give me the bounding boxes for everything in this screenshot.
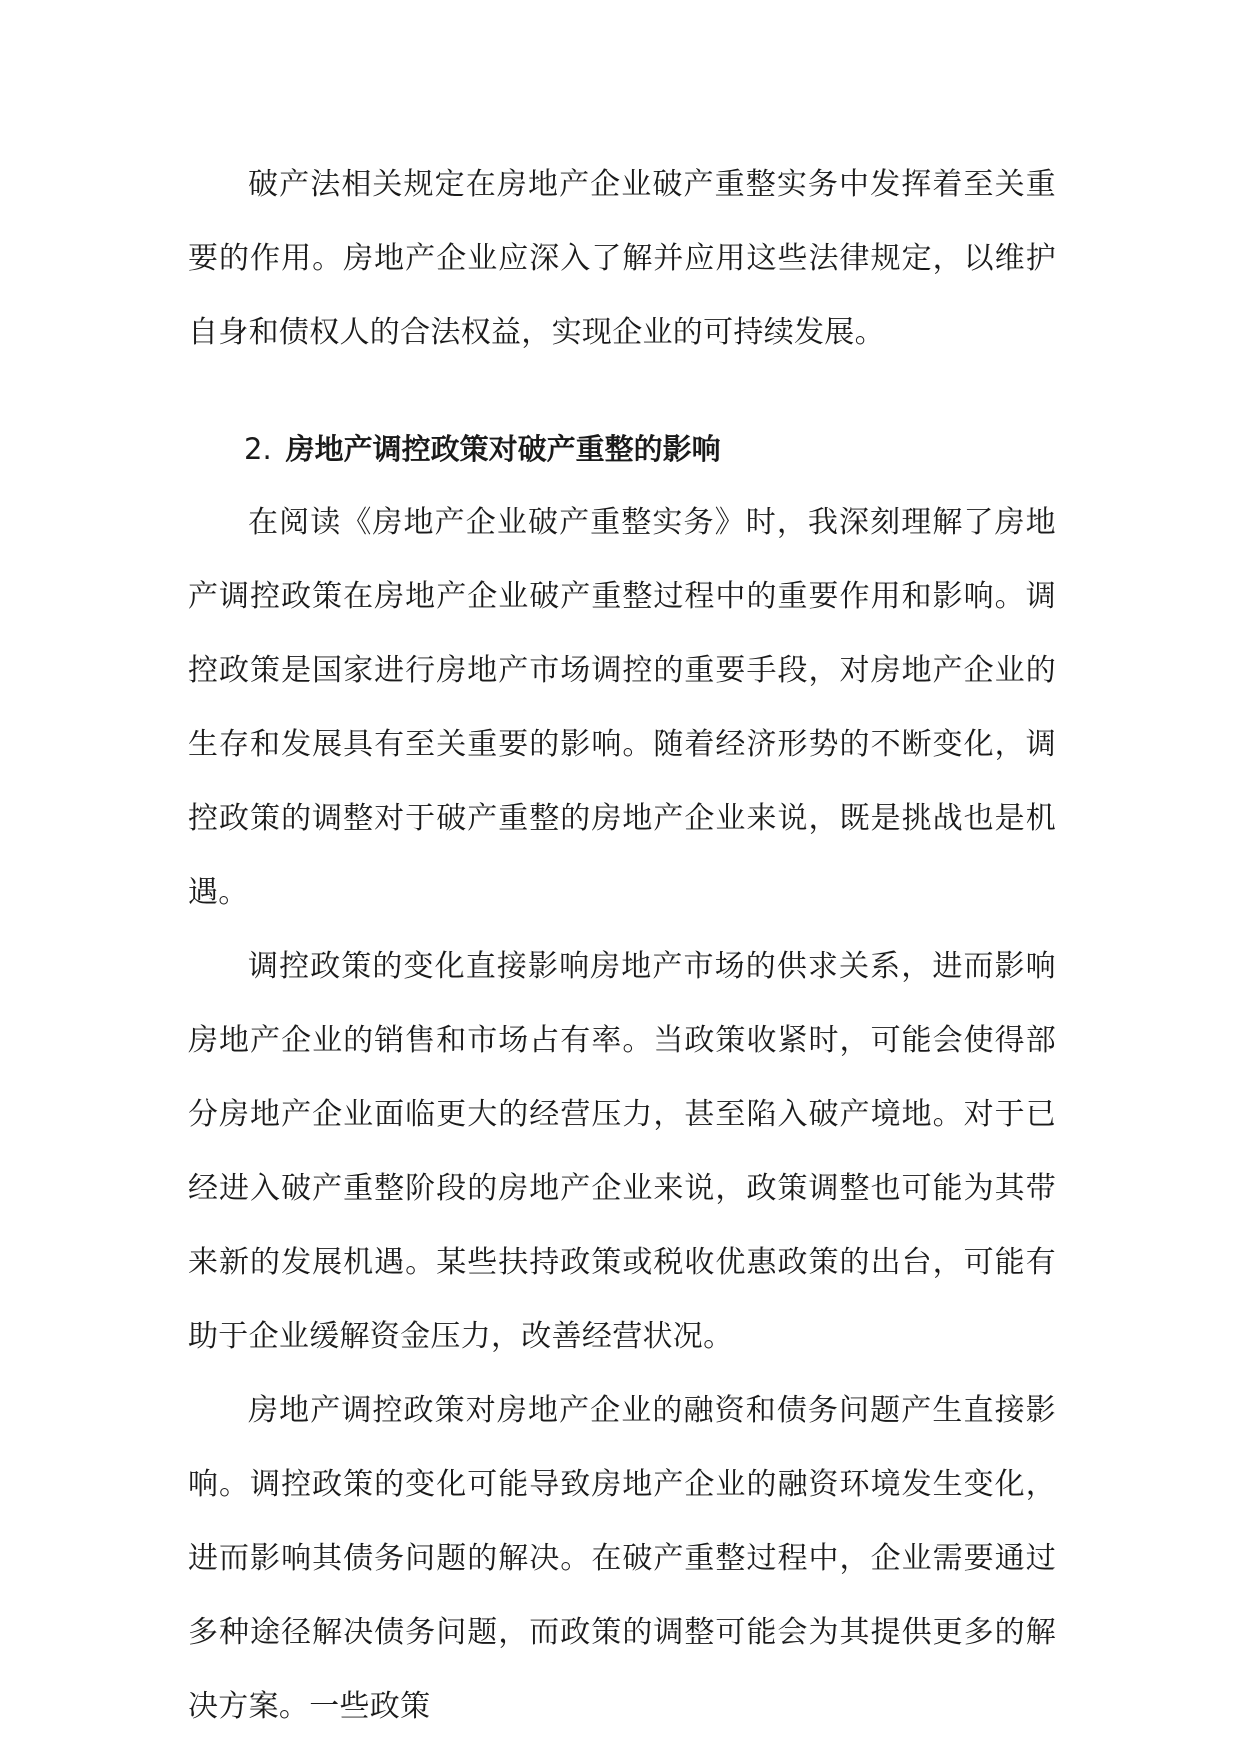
document-body bbox=[188, 148, 1056, 1744]
paragraph: 房地产调控政策对房地产企业的融资和债务问题产生直接影响。调控政策的变化可能导致房地产企业的融资环境发生变化，进而影响其债务问题的解决。在破产重整过程中，企业需要通过多种途径解决债务问题，而政策的调整可能会为其提供更多的解决方案。一些政策 bbox=[188, 1393, 1056, 1724]
section-heading bbox=[188, 412, 1056, 486]
section-number: 2. bbox=[244, 432, 272, 466]
section-title: 房地产调控政策对破产重整的影响 bbox=[285, 432, 721, 466]
paragraph: 调控政策的变化直接影响房地产市场的供求关系，进而影响房地产企业的销售和市场占有率。当政策收紧时，可能会使得部分房地产企业面临更大的经营压力，甚至陷入破产境地。对于已经进入破产重整阶段的房地产企业来说，政策调整也可能为其带来新的发展机遇。某些扶持政策或税收优惠政策的出台，可能有助于企业缓解资金压力，改善经营状况。 bbox=[188, 949, 1056, 1354]
paragraph: 在阅读《房地产企业破产重整实务》时，我深刻理解了房地产调控政策在房地产企业破产重整过程中的重要作用和影响。调控政策是国家进行房地产市场调控的重要手段，对房地产企业的生存和发展具有至关重要的影响。随着经济形势的不断变化，调控政策的调整对于破产重整的房地产企业来说，既是挑战也是机遇。 bbox=[188, 505, 1056, 910]
paragraph-intro: 破产法相关规定在房地产企业破产重整实务中发挥着至关重要的作用。房地产企业应深入了解并应用这些法律规定，以维护自身和债权人的合法权益，实现企业的可持续发展。 bbox=[188, 167, 1056, 350]
